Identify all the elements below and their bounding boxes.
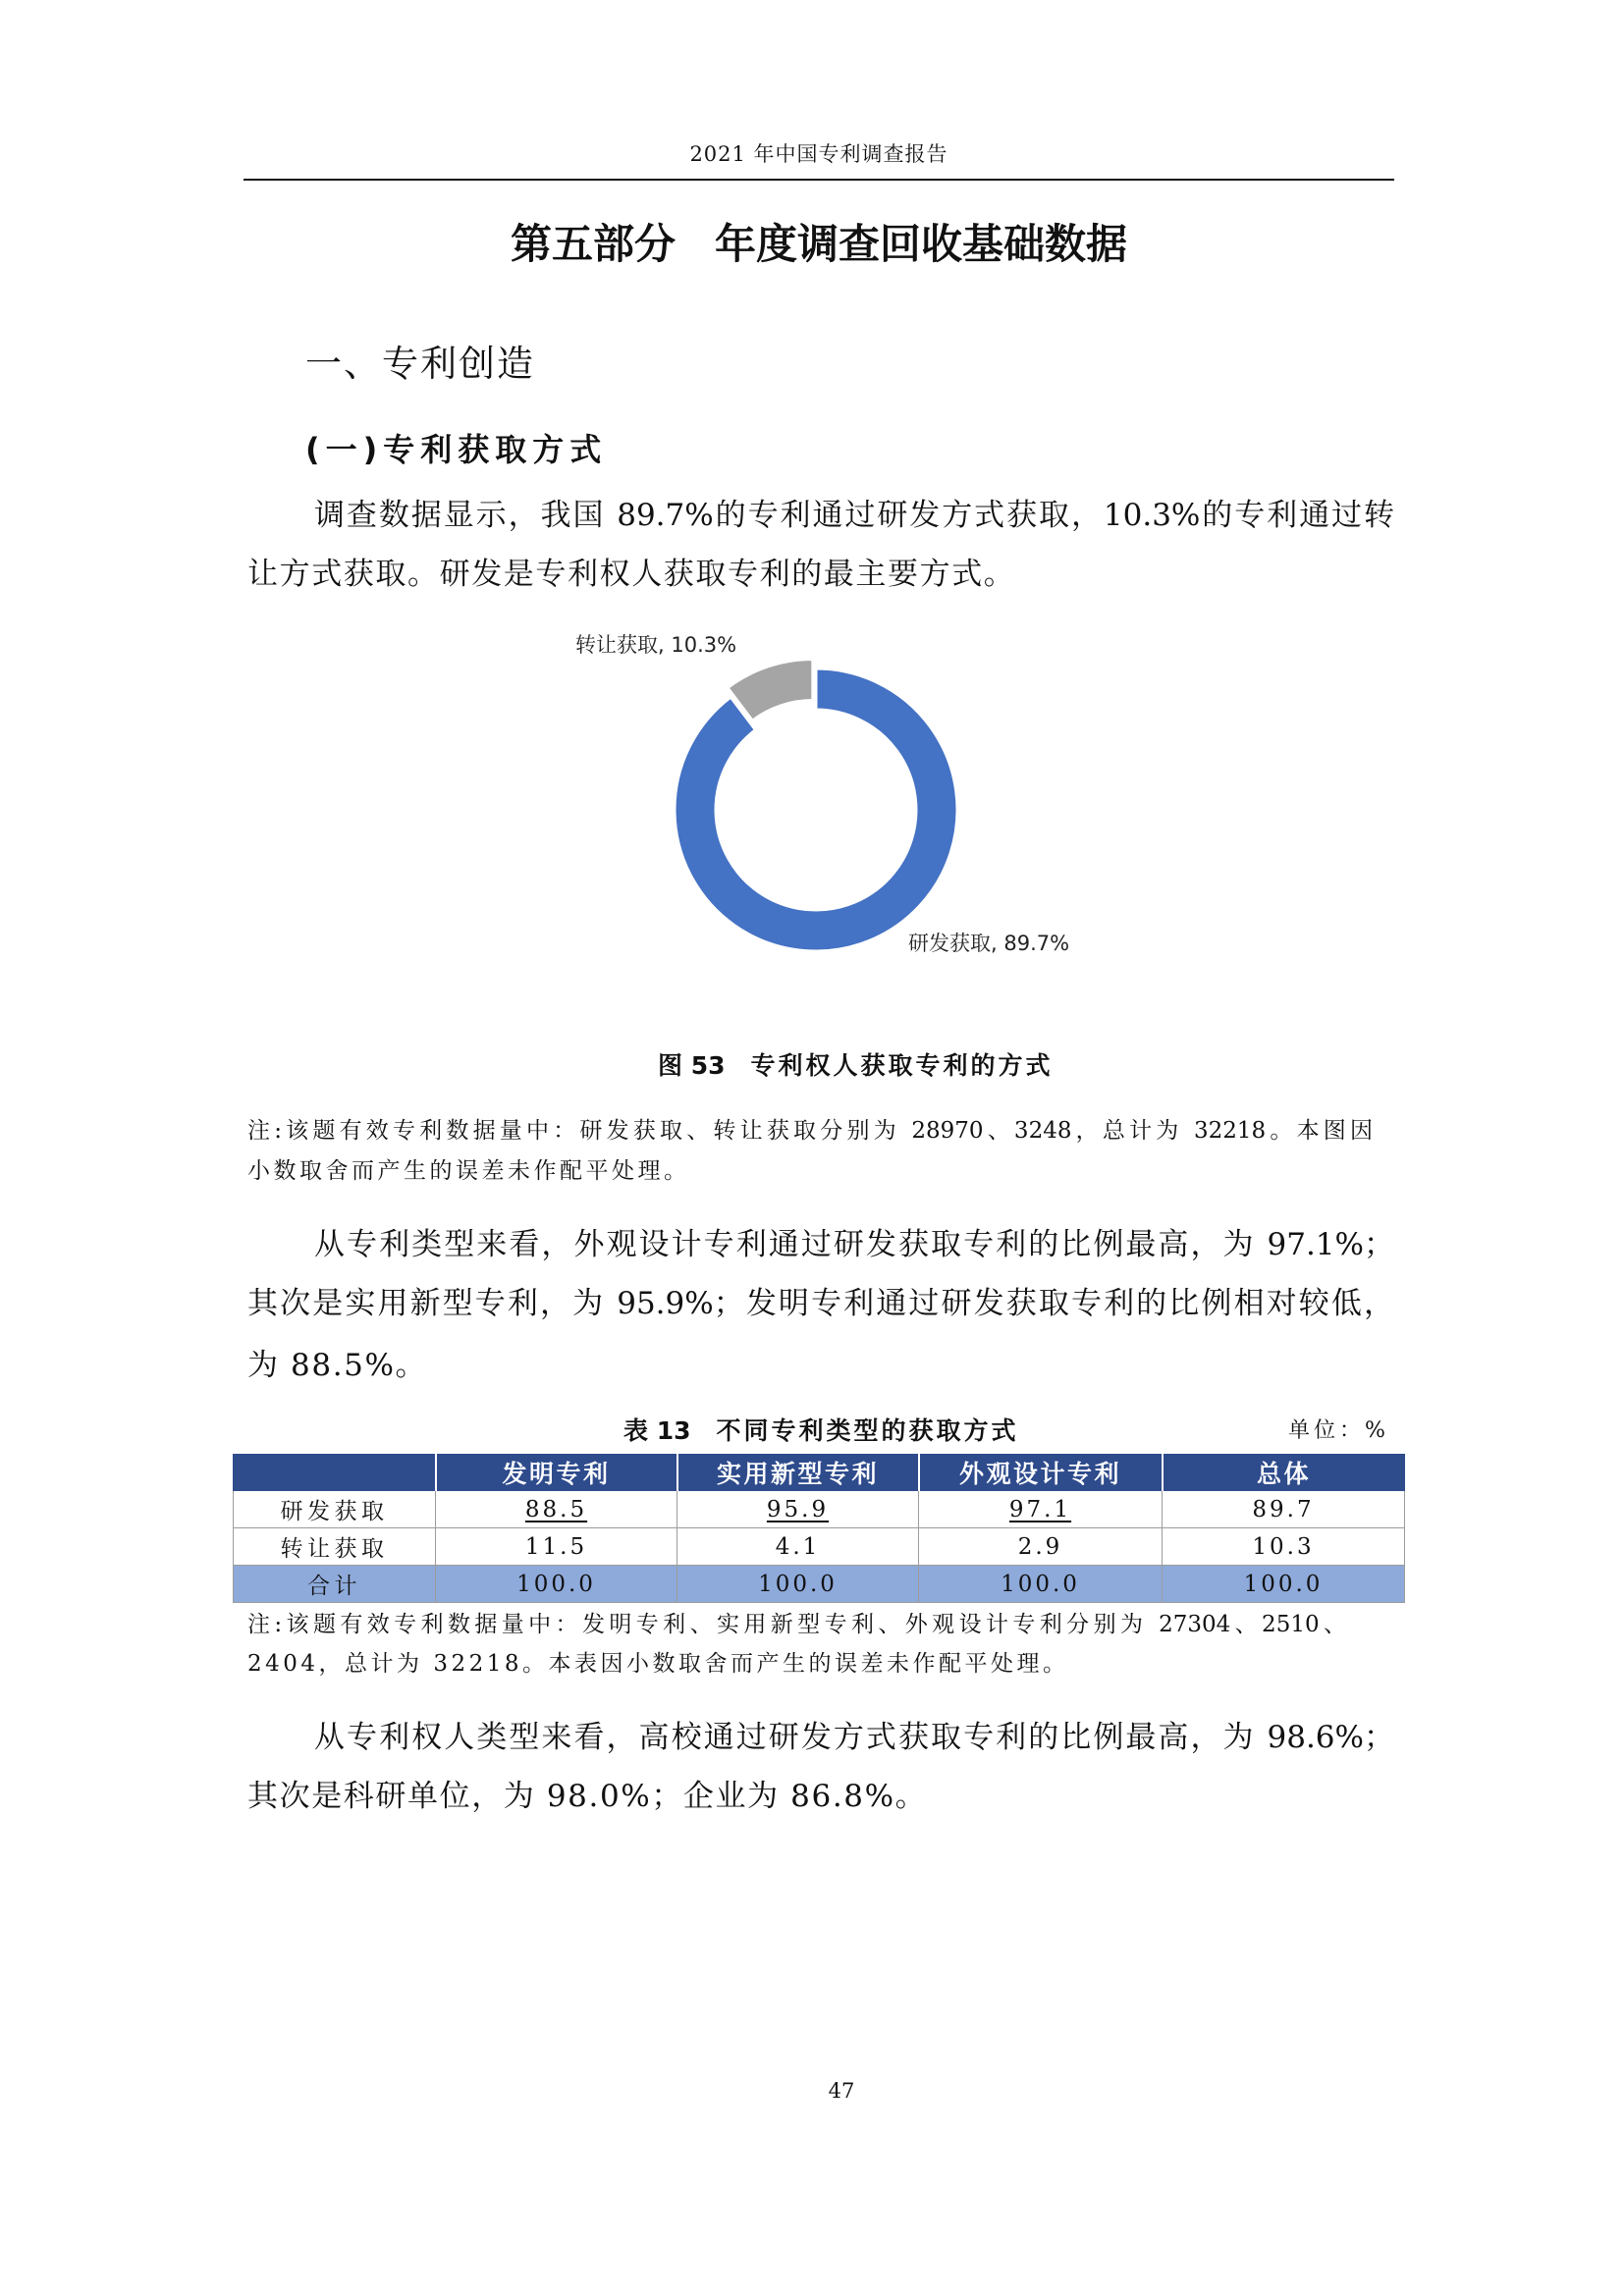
paragraph-1-line-2: 让方式获取。研发是专利权人获取专利的最主要方式。 — [247, 557, 1016, 592]
table-header-row — [234, 1454, 1405, 1491]
row-label: 合计 — [234, 1566, 436, 1603]
figure-caption-text: 专利权人获取专利的方式 — [750, 1051, 1054, 1080]
donut-slice-research-development — [675, 668, 957, 951]
table-cell — [436, 1491, 677, 1528]
cell-value: 97.1 — [1008, 1496, 1072, 1522]
table-cell: 4.1 — [677, 1528, 919, 1566]
page-number: 47 — [828, 2079, 855, 2103]
table-cell: 2.9 — [919, 1528, 1163, 1566]
column-header: 发明专利 — [436, 1454, 677, 1491]
table-row — [234, 1491, 1405, 1528]
paragraph-1-line-1: 调查数据显示，我国 89.7%的专利通过研发方式获取，10.3%的专利通过转 — [314, 498, 1394, 533]
table-cell: 89.7 — [1163, 1491, 1405, 1528]
part-title — [244, 218, 1394, 271]
table-note-line-1: 注:该题有效专利数据量中：发明专利、实用新型专利、外观设计专利分别为 27304、2510、 — [247, 1612, 1346, 1637]
table-cell: 100.0 — [677, 1566, 919, 1603]
table-cell: 100.0 — [919, 1566, 1163, 1603]
paragraph-2-line-2: 其次是实用新型专利，为 95.9%；发明专利通过研发获取专利的比例相对较低， — [247, 1286, 1394, 1321]
column-header: 实用新型专利 — [677, 1454, 919, 1491]
row-label: 研发获取 — [234, 1491, 436, 1528]
row-label: 转让获取 — [234, 1528, 436, 1566]
table-total-row — [234, 1566, 1405, 1603]
figure-note-line-1: 注:该题有效专利数据量中：研发获取、转让获取分别为 28970、3248，总计为 32218。本图因 — [247, 1118, 1373, 1144]
table-cell: 100.0 — [436, 1566, 677, 1603]
data-label-category: 转让获取 — [575, 633, 658, 657]
table-caption — [623, 1415, 1019, 1447]
data-label-research-development — [908, 930, 1069, 957]
data-label-transfer — [575, 631, 736, 659]
subsection-heading: (一)专利获取方式 — [305, 431, 608, 468]
cell-value: 95.9 — [766, 1496, 830, 1522]
table-note-line-2: 2404，总计为 32218。本表因小数取舍而产生的误差未作配平处理。 — [247, 1651, 1069, 1677]
paragraph-3-line-1: 从专利权人类型来看，高校通过研发方式获取专利的比例最高，为 98.6%； — [314, 1720, 1394, 1755]
table-title: 不同专利类型的获取方式 — [716, 1416, 1019, 1445]
column-header: 总体 — [1163, 1454, 1405, 1491]
table-cell: 10.3 — [1163, 1528, 1405, 1566]
paragraph-2-line-3: 为 88.5%。 — [247, 1348, 428, 1383]
acquisition-method-table — [233, 1454, 1405, 1603]
running-header: 2021 年中国专利调查报告 — [689, 142, 948, 166]
paragraph-3-line-2: 其次是科研单位，为 98.0%；企业为 86.8%。 — [247, 1779, 928, 1814]
header-rule — [244, 179, 1394, 181]
part-title-name: 年度调查回收基础数据 — [715, 220, 1128, 268]
column-header: 外观设计专利 — [919, 1454, 1163, 1491]
table-cell — [677, 1491, 919, 1528]
figure-note-line-2: 小数取舍而产生的误差未作配平处理。 — [247, 1158, 690, 1184]
table-cell: 11.5 — [436, 1528, 677, 1566]
figure-caption — [658, 1050, 1054, 1082]
data-label-separator: , — [991, 932, 1004, 955]
table-cell: 100.0 — [1163, 1566, 1405, 1603]
data-label-value: 10.3% — [671, 633, 737, 657]
data-label-category: 研发获取 — [908, 932, 991, 955]
data-label-separator: , — [658, 633, 672, 657]
table-unit: 单位：% — [1288, 1418, 1389, 1443]
section-heading: 一、专利创造 — [305, 343, 535, 385]
table-cell — [919, 1491, 1163, 1528]
table-number: 表 13 — [623, 1416, 691, 1445]
data-label-value: 89.7% — [1003, 932, 1070, 955]
table-header-corner — [234, 1454, 436, 1491]
part-title-label: 第五部分 — [510, 220, 676, 268]
figure-number: 图 53 — [658, 1051, 726, 1080]
table-row — [234, 1528, 1405, 1566]
cell-value: 88.5 — [524, 1496, 588, 1522]
paragraph-2-line-1: 从专利类型来看，外观设计专利通过研发获取专利的比例最高，为 97.1%； — [314, 1227, 1394, 1262]
